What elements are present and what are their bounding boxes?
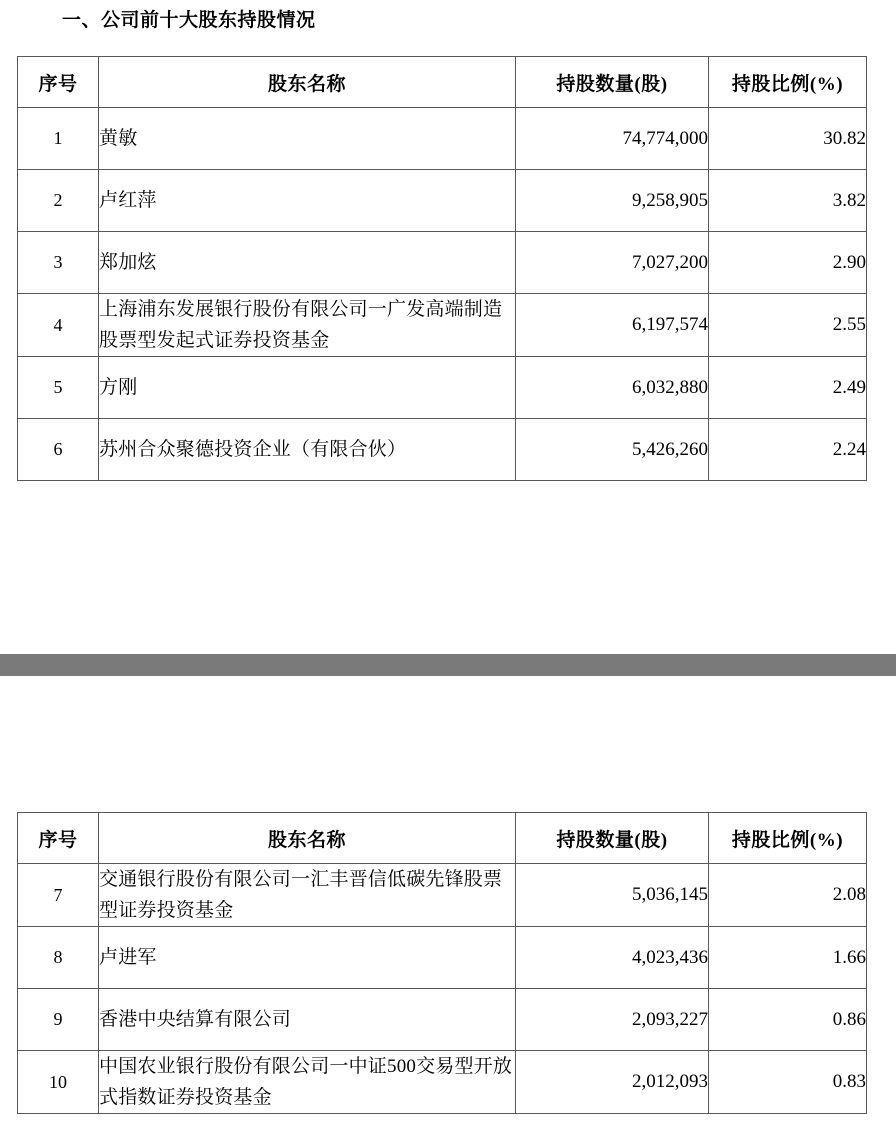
table-row [18,170,867,232]
cell-name: 方刚 [99,357,516,419]
cell-index: 1 [18,108,99,170]
cell-quantity: 9,258,905 [516,170,709,232]
cell-ratio: 1.66 [709,927,867,989]
column-header-ratio: 持股比例(%) [709,57,867,108]
cell-quantity: 5,426,260 [516,419,709,481]
cell-name: 黄敏 [99,108,516,170]
table-row [18,927,867,989]
cell-name: 卢红萍 [99,170,516,232]
cell-name: 郑加炫 [99,232,516,294]
table-row [18,419,867,481]
table-row [18,357,867,419]
cell-ratio: 3.82 [709,170,867,232]
cell-ratio: 30.82 [709,108,867,170]
table-row [18,108,867,170]
table-row [18,294,867,357]
cell-index: 10 [18,1051,99,1114]
cell-quantity: 7,027,200 [516,232,709,294]
cell-ratio: 0.86 [709,989,867,1051]
cell-index: 2 [18,170,99,232]
table-body [18,864,867,1114]
cell-quantity: 2,012,093 [516,1051,709,1114]
cell-index: 5 [18,357,99,419]
cell-name: 香港中央结算有限公司 [99,989,516,1051]
cell-index: 9 [18,989,99,1051]
cell-index: 6 [18,419,99,481]
top-shareholders-table-part1 [17,56,867,481]
cell-ratio: 2.55 [709,294,867,357]
cell-name: 中国农业银行股份有限公司一中证500交易型开放式指数证券投资基金 [99,1051,516,1114]
cell-ratio: 2.90 [709,232,867,294]
cell-ratio: 2.24 [709,419,867,481]
cell-ratio: 0.83 [709,1051,867,1114]
table-row [18,989,867,1051]
cell-index: 8 [18,927,99,989]
cell-quantity: 6,197,574 [516,294,709,357]
cell-ratio: 2.49 [709,357,867,419]
table-row [18,1051,867,1114]
cell-name: 交通银行股份有限公司一汇丰晋信低碳先锋股票型证券投资基金 [99,864,516,927]
column-header-quantity: 持股数量(股) [516,813,709,864]
cell-index: 3 [18,232,99,294]
column-header-index: 序号 [18,813,99,864]
cell-name: 卢进军 [99,927,516,989]
cell-quantity: 2,093,227 [516,989,709,1051]
column-header-name: 股东名称 [99,57,516,108]
cell-quantity: 74,774,000 [516,108,709,170]
table-header-row [18,813,867,864]
column-header-quantity: 持股数量(股) [516,57,709,108]
column-header-name: 股东名称 [99,813,516,864]
cell-name: 上海浦东发展银行股份有限公司一广发高端制造股票型发起式证券投资基金 [99,294,516,357]
cell-quantity: 5,036,145 [516,864,709,927]
column-header-index: 序号 [18,57,99,108]
table-body [18,108,867,481]
page-separator-band [0,654,896,676]
cell-index: 7 [18,864,99,927]
table-row [18,232,867,294]
top-shareholders-table-part2 [17,812,867,1114]
table-row [18,864,867,927]
cell-quantity: 4,023,436 [516,927,709,989]
column-header-ratio: 持股比例(%) [709,813,867,864]
cell-name: 苏州合众聚德投资企业（有限合伙） [99,419,516,481]
page-title: 一、公司前十大股东持股情况 [62,10,316,31]
table-header-row [18,57,867,108]
cell-index: 4 [18,294,99,357]
cell-quantity: 6,032,880 [516,357,709,419]
cell-ratio: 2.08 [709,864,867,927]
